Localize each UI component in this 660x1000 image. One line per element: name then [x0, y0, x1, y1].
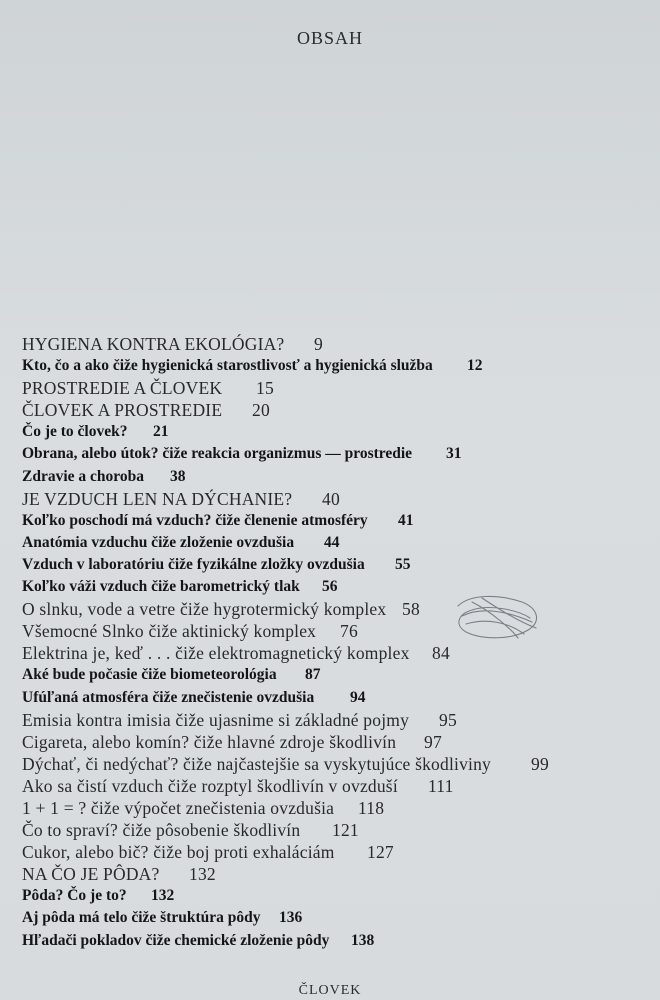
- toc-entry-title: Všemocné Slnko čiže aktinický komplex: [22, 621, 317, 642]
- toc-entry: [22, 642, 642, 664]
- toc-entry-page-number: 97: [424, 731, 442, 752]
- toc-entry-title: Dýchať, či nedýchať? čiže najčastejšie sa vyskytujúce škodliviny: [22, 753, 491, 774]
- toc-entry-title: O slnku, vode a vetre čiže hygrotermický komplex: [22, 599, 387, 620]
- toc-entry-title: Ufúľaná atmosféra čiže znečistenie ovzdušia: [22, 688, 315, 706]
- toc-entry-page-number: 20: [252, 400, 270, 421]
- toc-entry-page-number: 87: [305, 666, 321, 684]
- toc-entry-page-number: 58: [402, 599, 420, 620]
- toc-entry-title: Čo to spraví? čiže pôsobenie škodlivín: [22, 820, 301, 841]
- toc-entry-page-number: 38: [170, 467, 186, 485]
- page-footer: ČLOVEK: [298, 983, 362, 998]
- toc-entry: [22, 841, 642, 863]
- toc-entry-title: Zdravie a choroba: [22, 467, 144, 485]
- toc-entry-page-number: 56: [322, 578, 338, 596]
- toc-entry-page-number: 31: [446, 445, 462, 463]
- toc-entry-title: Pôda? Čo je to?: [22, 887, 127, 905]
- toc-entry: [22, 399, 642, 421]
- toc-entry: [22, 731, 642, 753]
- toc-entry-title: Elektrina je, keď . . . čiže elektromagnetický komplex: [22, 643, 410, 664]
- toc-entry-page-number: 138: [351, 931, 375, 949]
- toc-entry-page-number: 111: [428, 775, 454, 796]
- toc-entry-title: Obrana, alebo útok? čiže reakcia organizmus — prostredie: [22, 445, 413, 463]
- toc-entry: [22, 709, 642, 731]
- table-of-contents: [22, 333, 642, 952]
- toc-entry: [22, 664, 642, 686]
- toc-entry-title: Cukor, alebo bič? čiže boj proti exhaláciám: [22, 842, 335, 863]
- toc-entry-title: ČLOVEK A PROSTREDIE: [22, 400, 223, 421]
- toc-entry: [22, 797, 642, 819]
- toc-entry: [22, 930, 642, 952]
- toc-entry-page-number: 127: [367, 842, 394, 863]
- toc-entry: [22, 885, 642, 907]
- toc-entry: [22, 532, 642, 554]
- toc-entry-title: Koľko váži vzduch čiže barometrický tlak: [22, 578, 300, 596]
- toc-entry-page-number: 44: [324, 533, 340, 551]
- page-header: OBSAH: [296, 28, 363, 48]
- toc-entry: [22, 510, 642, 532]
- toc-entry-title: Vzduch v laboratóriu čiže fyzikálne zložky ovzdušia: [22, 555, 365, 573]
- toc-entry-page-number: 84: [432, 643, 450, 664]
- pencil-scribble-mark: [452, 592, 544, 644]
- toc-entry: [22, 598, 642, 620]
- toc-entry-title: PROSTREDIE A ČLOVEK: [22, 378, 223, 399]
- toc-entry-page-number: 15: [256, 378, 274, 399]
- toc-entry-page-number: 9: [314, 334, 323, 354]
- toc-entry-title: HYGIENA KONTRA EKOLÓGIA?: [22, 334, 285, 354]
- toc-entry-page-number: 121: [332, 820, 359, 841]
- toc-entry-title: NA ČO JE PÔDA?: [22, 864, 160, 885]
- toc-entry: [22, 576, 642, 598]
- toc-entry: [22, 620, 642, 642]
- toc-entry: [22, 554, 642, 576]
- toc-entry-page-number: 76: [340, 621, 358, 642]
- toc-entry-title: 1 + 1 = ? čiže výpočet znečistenia ovzdušia: [22, 797, 335, 818]
- toc-entry-title: Cigareta, alebo komín? čiže hlavné zdroje škodlivín: [22, 731, 397, 752]
- toc-entry-page-number: 95: [439, 709, 457, 730]
- toc-entry-title: Ako sa čistí vzduch čiže rozptyl škodlivín v ovzduší: [22, 775, 398, 796]
- toc-entry-title: Koľko poschodí má vzduch? čiže členenie atmosféry: [22, 511, 368, 529]
- toc-entry: [22, 333, 642, 355]
- toc-entry: [22, 421, 642, 443]
- toc-entry: [22, 819, 642, 841]
- toc-entry-title: Aj pôda má telo čiže štruktúra pôdy: [22, 909, 261, 927]
- toc-entry-page-number: 132: [189, 864, 216, 885]
- toc-entry: [22, 907, 642, 929]
- toc-entry-title: Hľadači pokladov čiže chemické zloženie pôdy: [22, 931, 330, 949]
- toc-entry-page-number: 132: [151, 887, 175, 905]
- toc-entry-title: Anatómia vzduchu čiže zloženie ovzdušia: [22, 533, 295, 551]
- toc-entry-page-number: 40: [322, 488, 340, 509]
- toc-entry-title: Aké bude počasie čiže biometeorológia: [22, 666, 277, 684]
- toc-entry: [22, 443, 642, 465]
- toc-entry-page-number: 41: [398, 511, 414, 529]
- toc-entry: [22, 355, 642, 377]
- toc-entry: [22, 775, 642, 797]
- toc-entry-page-number: 118: [358, 797, 385, 818]
- toc-entry-page-number: 136: [279, 909, 303, 927]
- toc-entry: [22, 377, 642, 399]
- toc-entry-page-number: 99: [531, 753, 549, 774]
- toc-entry: [22, 753, 642, 775]
- toc-entry: [22, 863, 642, 885]
- toc-entry: [22, 466, 642, 488]
- toc-entry-page-number: 55: [395, 555, 411, 573]
- toc-entry-page-number: 12: [467, 357, 483, 375]
- toc-entry-page-number: 94: [350, 688, 366, 706]
- toc-entry: [22, 687, 642, 709]
- toc-entry: [22, 488, 642, 510]
- toc-entry-title: Čo je to človek?: [22, 423, 128, 441]
- toc-entry-title: Emisia kontra imisia čiže ujasnime si základné pojmy: [22, 709, 410, 730]
- toc-entry-title: Kto, čo a ako čiže hygienická starostlivosť a hygienická služba: [22, 357, 433, 375]
- toc-entry-page-number: 21: [153, 423, 169, 441]
- toc-entry-title: JE VZDUCH LEN NA DÝCHANIE?: [22, 488, 293, 509]
